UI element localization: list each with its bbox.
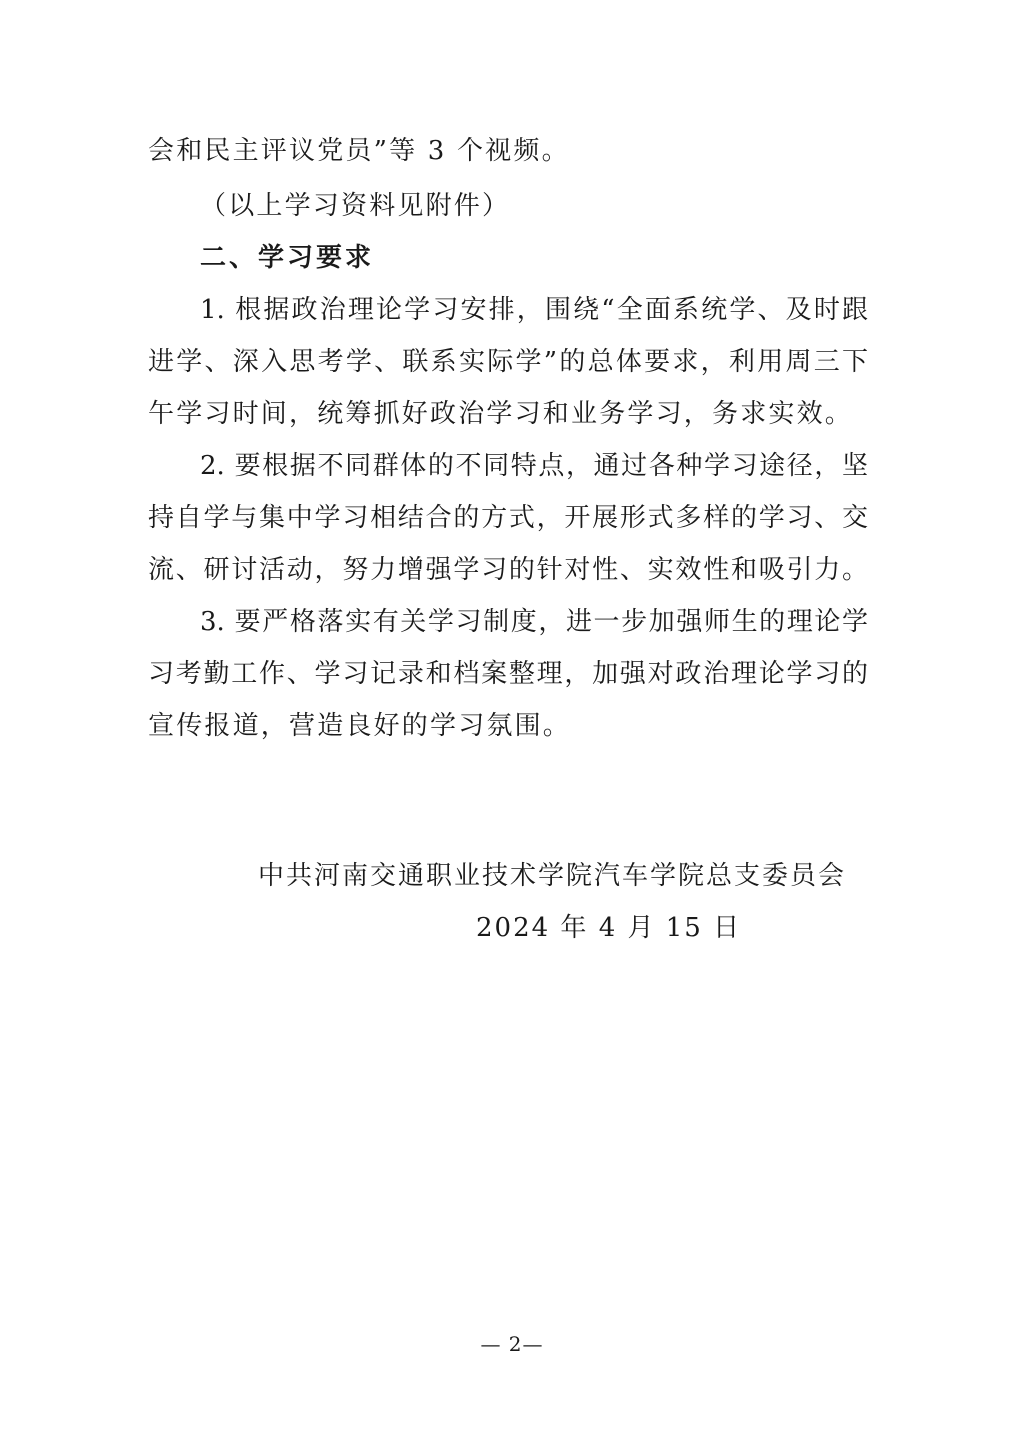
requirement-2-line-1: 2. 要根据不同群体的不同特点，通过各种学习途径，坚 [200, 451, 868, 481]
requirement-1-line-1: 1. 根据政治理论学习安排，围绕“全面系统学、及时跟 [200, 295, 868, 325]
section-heading: 二、学习要求 [200, 243, 375, 273]
requirement-2-line-2: 持自学与集中学习相结合的方式，开展形式多样的学习、交 [148, 503, 868, 533]
requirement-3-line-2: 习考勤工作、学习记录和档案整理，加强对政治理论学习的 [148, 659, 868, 689]
requirement-3-line-3: 宣传报道，营造良好的学习氛围。 [148, 711, 572, 741]
signature-date: 2024 年 4 月 15 日 [476, 913, 742, 943]
signature-organization: 中共河南交通职业技术学院汽车学院总支委员会 [258, 861, 847, 891]
page-number: — 2— [480, 1332, 544, 1356]
requirement-3-line-1: 3. 要严格落实有关学习制度，进一步加强师生的理论学 [200, 607, 868, 637]
continuation-line: 会和民主评议党员”等 3 个视频。 [148, 136, 570, 166]
attachment-note: （以上学习资料见附件） [200, 191, 511, 221]
requirement-1-line-2: 进学、深入思考学、联系实际学”的总体要求，利用周三下 [148, 347, 868, 377]
requirement-2-line-3: 流、研讨活动，努力增强学习的针对性、实效性和吸引力。 [148, 555, 868, 585]
requirement-1-line-3: 午学习时间，统筹抓好政治学习和业务学习，务求实效。 [148, 399, 854, 429]
